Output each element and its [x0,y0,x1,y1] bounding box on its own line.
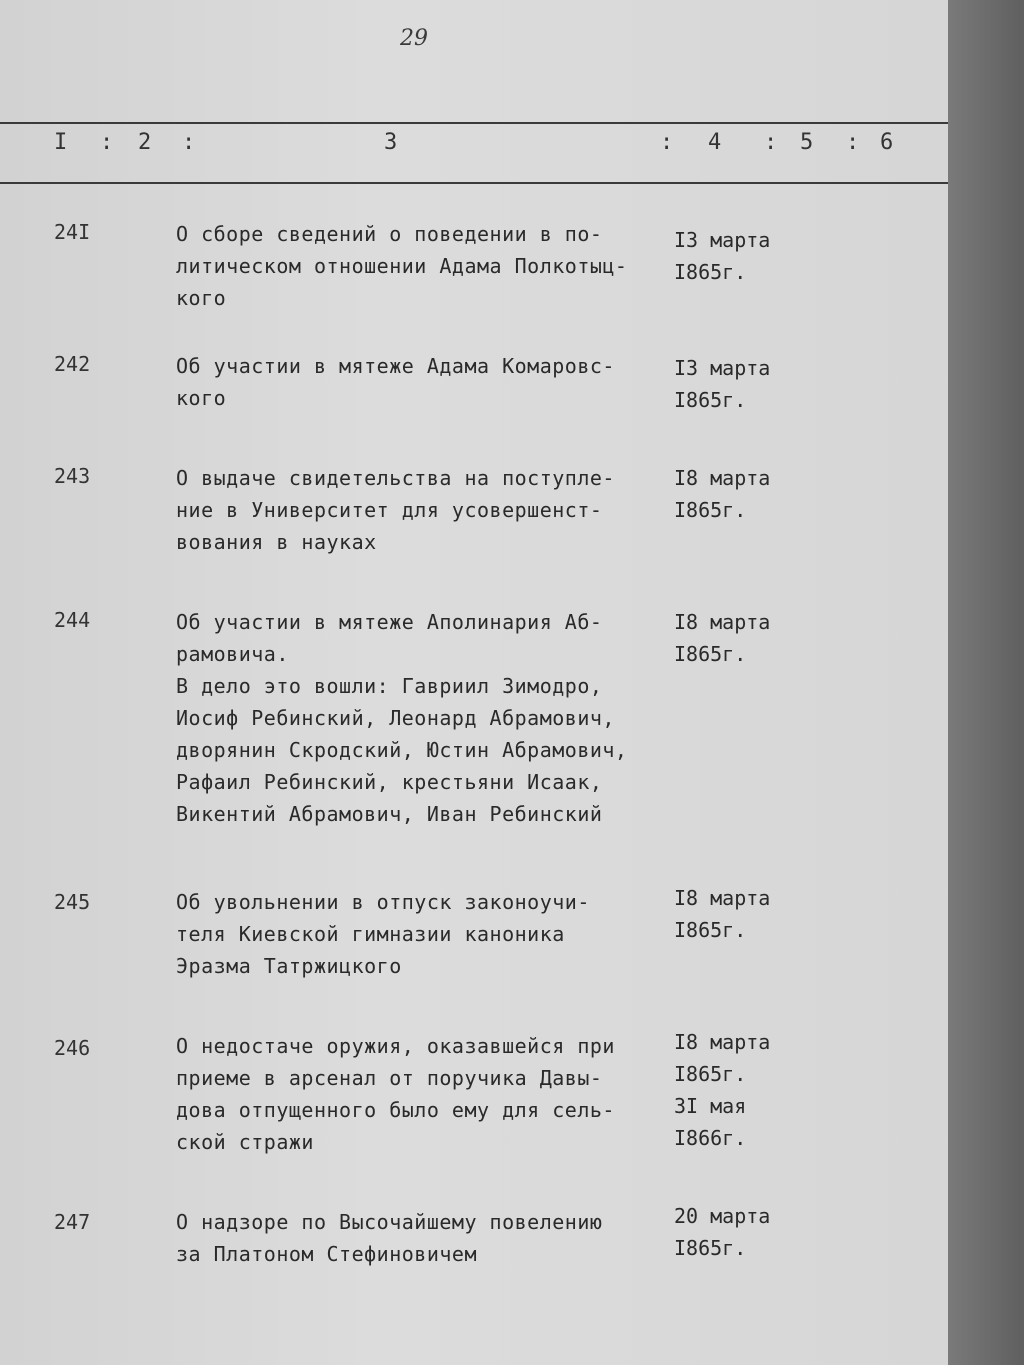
entry-number: 247 [54,1210,91,1234]
entry-date: I8 марта I865г. [674,886,771,942]
entry-number: 245 [54,890,91,914]
page-edge-shadow [948,0,1024,1365]
entry-number: 243 [54,464,91,488]
column-separator: : [764,130,778,155]
entry-date: I8 марта I865г. [674,610,771,666]
entry-description: О надзоре по Высочайшему повелению за Платоном Стефиновичем [176,1210,603,1266]
entry-date: I3 марта I865г. [674,228,771,284]
column-header-3: 3 [384,130,398,155]
column-header-2: 2 [138,130,152,155]
entry-description: О недостаче оружия, оказавшейся при приеме в арсенал от поручика Давы- дова отпущенного было ему для сель- ской стражи [176,1034,615,1154]
entry-description: О выдаче свидетельства на поступле- ние в Университет для усовершенст- вования в науках [176,466,615,554]
entry-description: Об участии в мятеже Адама Комаровс- кого [176,354,615,410]
entry-date: 20 марта I865г. [674,1204,771,1260]
column-separator: : [660,130,674,155]
column-separator: : [182,130,196,155]
entry-date: I3 марта I865г. [674,356,771,412]
entry-date: I8 марта I865г. [674,466,771,522]
page-number: 29 [400,26,428,51]
column-header-5: 5 [800,130,814,155]
entry-number: 246 [54,1036,91,1060]
entry-number: 244 [54,608,91,632]
entry-number: 242 [54,352,91,376]
header-bottom-rule [0,182,948,184]
entry-description: Об увольнении в отпуск законоучи- теля Киевской гимназии каноника Эразма Татржицкого [176,890,590,978]
entry-description: Об участии в мятеже Аполинария Аб- рамовича. В дело это вошли: Гавриил Зимодро, Иосиф Ребинский, Леонард Абрамович, дворянин Скродский, Юстин Абрамович, Рафаил Ребинский, крестьяни Исаак, Викентий Абрамович, Иван Ребинский [176,610,628,826]
column-header-1: I [54,130,68,155]
column-separator: : [100,130,114,155]
column-header-6: 6 [880,130,894,155]
entry-date: I8 марта I865г. 3I мая I866г. [674,1030,771,1150]
column-separator: : [846,130,860,155]
entry-number: 24I [54,220,91,244]
column-header-4: 4 [708,130,722,155]
entry-description: О сборе сведений о поведении в по- литическом отношении Адама Полкотыц- кого [176,222,628,310]
header-top-rule [0,122,948,124]
